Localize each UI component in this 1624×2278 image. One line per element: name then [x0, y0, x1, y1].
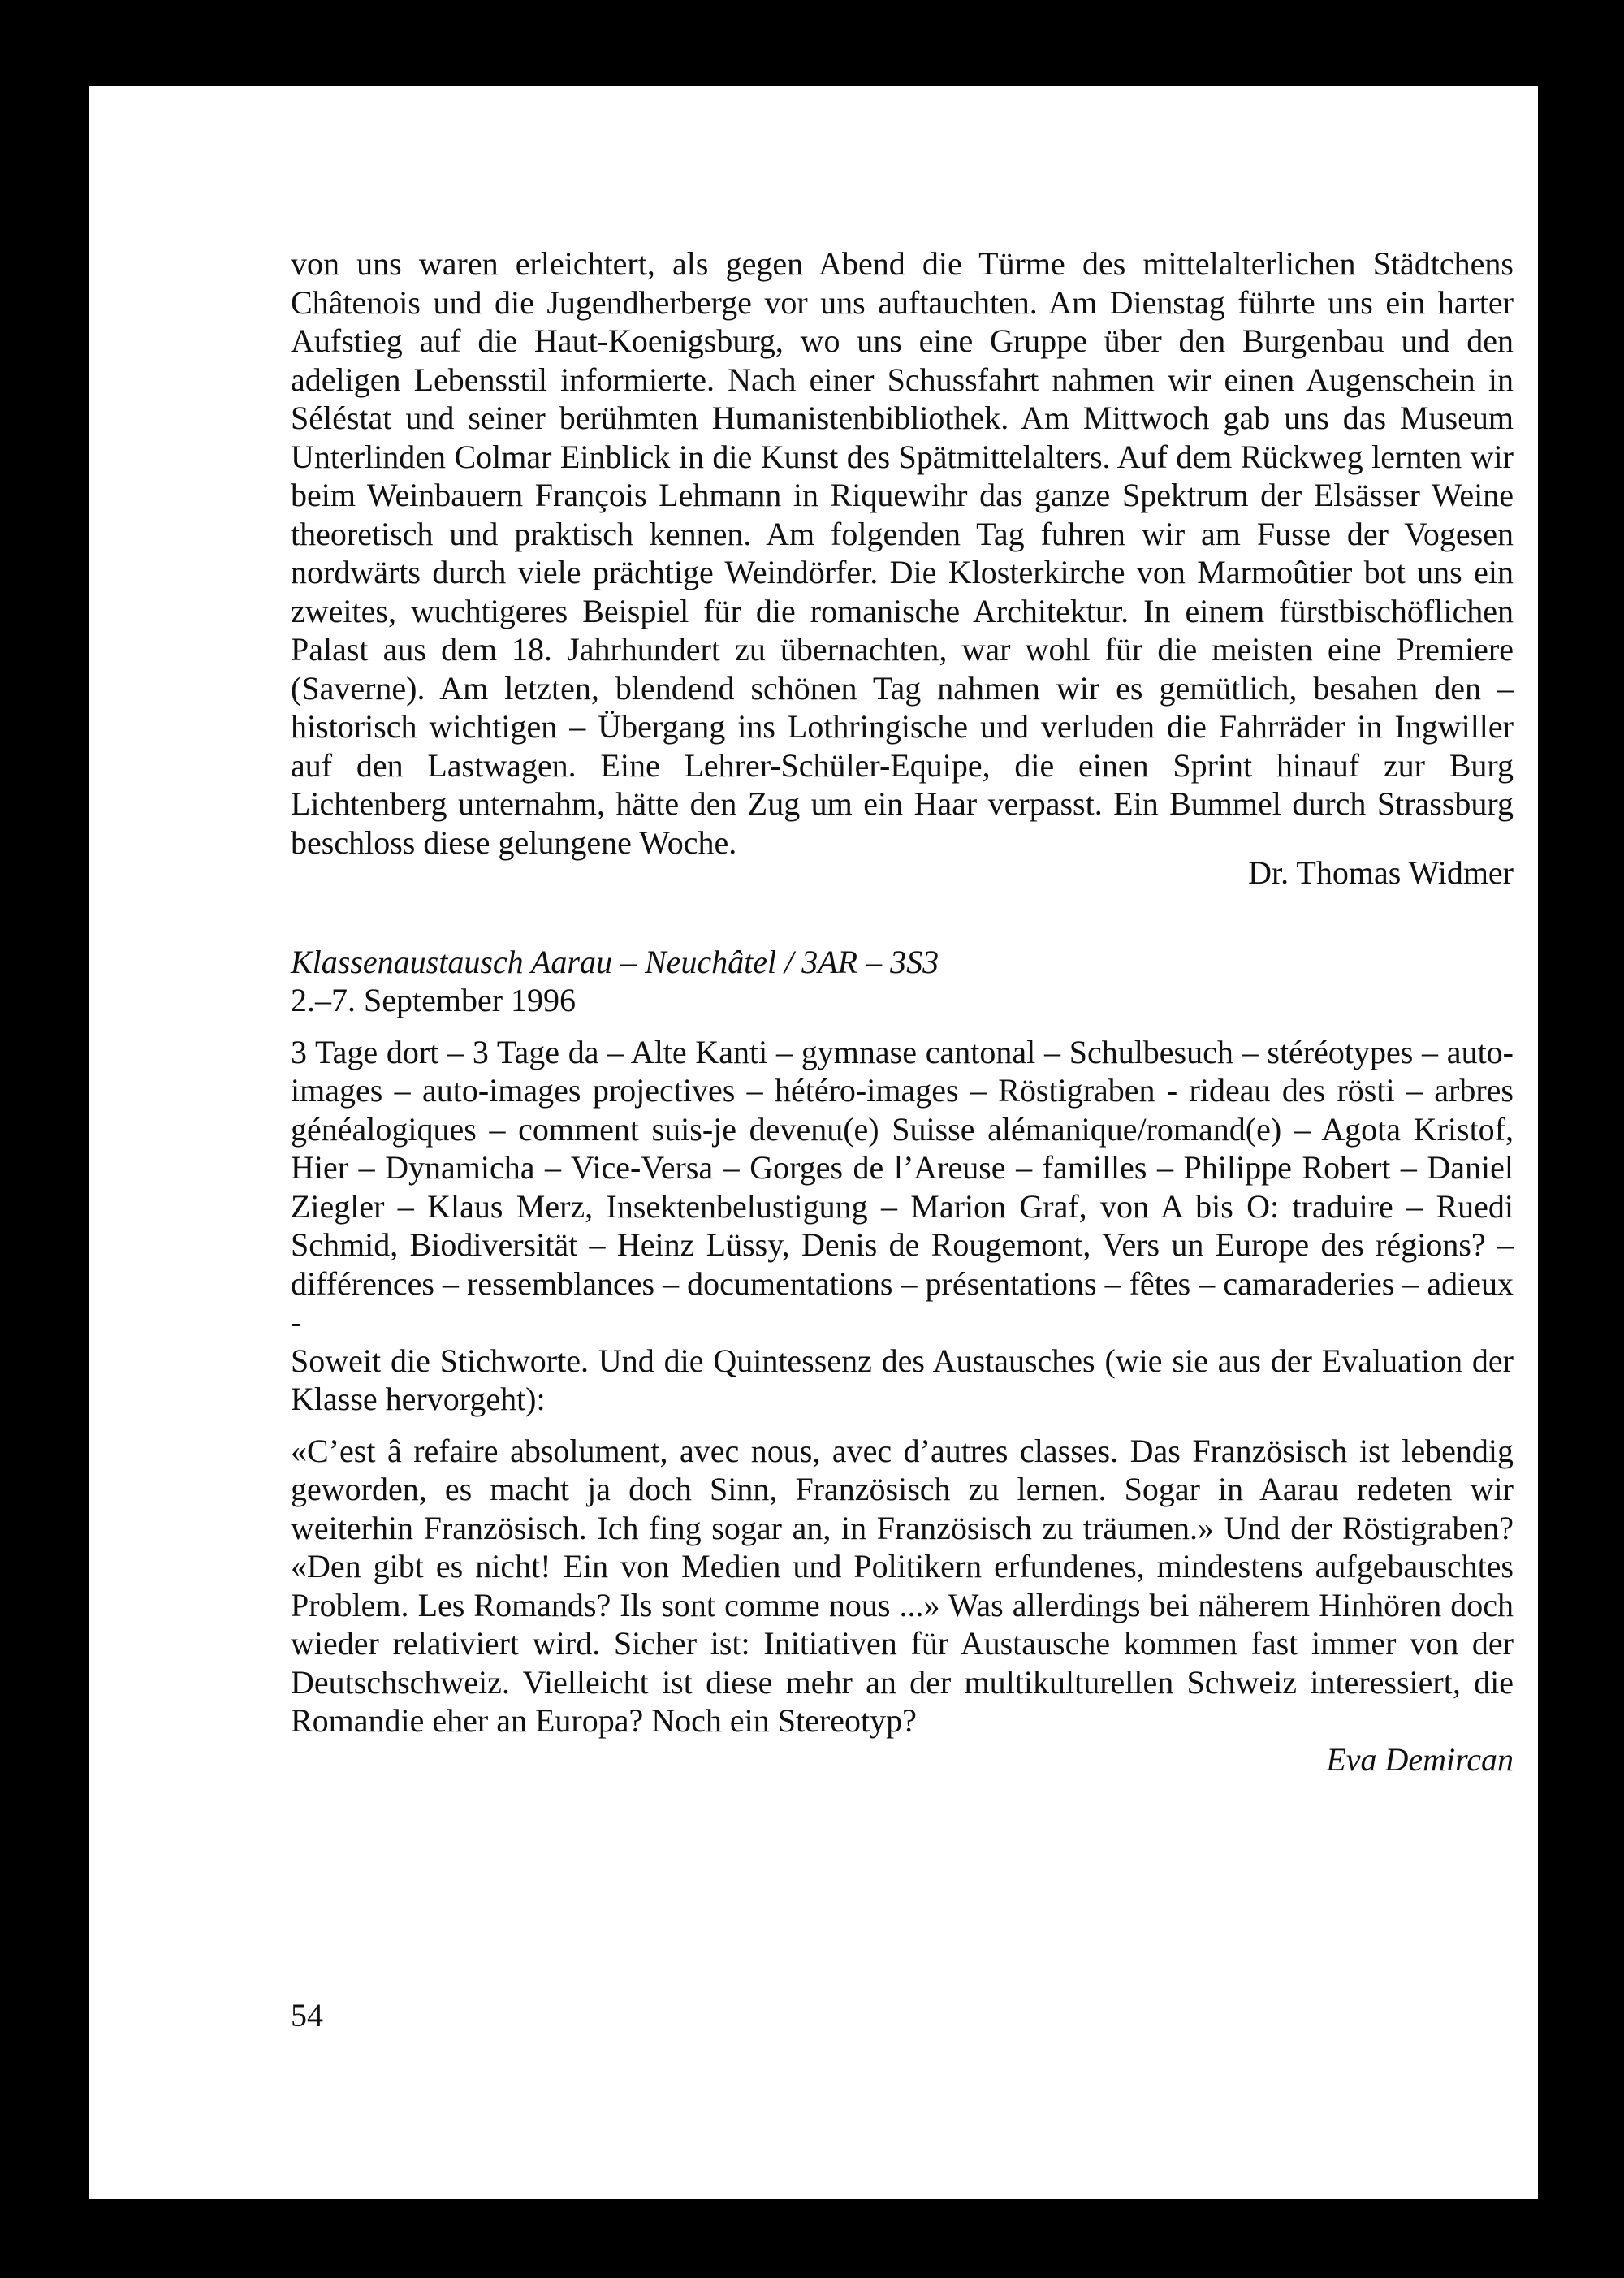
article2-title: Klassenaustausch Aarau – Neuchâtel / 3AR – 3S3 [291, 943, 939, 980]
article2-date: 2.–7. September 1996 [291, 982, 577, 1018]
document-page [89, 86, 1538, 2199]
article2-keywords: 3 Tage dort – 3 Tage da – Alte Kanti – gymnase cantonal – Schulbesuch – stéréotypes – auto-images – auto-images projectives – hétéro-images – Röstigraben - rideau des rösti – arbres généalogiques – comment suis-je devenu(e) Suisse alémanique/romand(e) – Agota Kristof, Hier – Dynamicha – Vice-Versa – Gorges de l’Areuse – familles – Philippe Robert – Daniel Ziegler – Klaus Merz, Insektenbelustigung – Marion Graf, von A bis O: traduire – Ruedi Schmid, Biodiversität – Heinz Lüssy, Denis de Rougemont, Vers un Europe des régions? – différences – ressemblances – documentations – présentations – fêtes – camaraderies – adieux - [291, 1033, 1514, 1340]
paragraph-gap [291, 1419, 1514, 1432]
article2-author: Eva Demircan [1326, 1740, 1514, 1778]
article2-quote: «C’est â refaire absolument, avec nous, avec d’autres classes. Das Französisch ist lebendig geworden, es macht ja doch Sinn, Französisch zu lernen. Sogar in Aarau redeten wir weiterhin Französisch. Ich fing sogar an, in Französisch zu träumen.» Und der Röstigraben? «Den gibt es nicht! Ein von Medien und Politikern erfundenes, mindestens aufgebauschtes Problem. Les Romands? Ils sont comme nous ...» Was allerdings bei näherem Hinhören doch wieder relativiert wird. Sicher ist: Initiativen für Austausche kommen fast immer von der Deutschschweiz. Vielleicht ist diese mehr an der multikulturellen Schweiz interessiert, die Romandie eher an Europa? Noch ein Stereotyp? [291, 1432, 1514, 1739]
article2-summary: Soweit die Stichworte. Und die Quintessenz des Austausches (wie sie aus der Evaluation der Klasse hervorgeht): [291, 1342, 1514, 1417]
page-content [291, 244, 1514, 1779]
article1-author: Dr. Thomas Widmer [1248, 854, 1514, 891]
page-number: 54 [291, 1997, 323, 2034]
article1-body: von uns waren erleichtert, als gegen Abend die Türme des mittelalterlichen Städtchens Châtenois und die Jugendherberge vor uns auftauchten. Am Dienstag führte uns ein harter Aufstieg auf die Haut-Koenigsburg, wo uns eine Gruppe über den Burgenbau und den adeligen Lebensstil informierte. Nach einer Schussfahrt nahmen wir einen Augenschein in Séléstat und seiner berühmten Humanistenbibliothek. Am Mittwoch gab uns das Museum Unterlinden Colmar Einblick in die Kunst des Spätmittelalters. Auf dem Rückweg lernten wir beim Weinbauern François Lehmann in Riquewihr das ganze Spektrum der Elsässer Weine theoretisch und praktisch kennen. Am folgenden Tag fuhren wir am Fusse der Vogesen nordwärts durch viele prächtige Weindörfer. Die Klosterkirche von Marmoûtier bot uns ein zweites, wuchtigeres Beispiel für die romanische Architektur. In einem fürstbischöflichen Palast aus dem 18. Jahrhundert zu übernachten, war wohl für die meisten eine Premiere (Saverne). Am letzten, blendend schönen Tag nahmen wir es gemütlich, besahen den – historisch wichtigen – Übergang ins Lothringische und verluden die Fahrräder in Ingwiller auf den Lastwagen. Eine Lehrer-Schüler-Equipe, die einen Sprint hinauf zur Burg Lichtenberg unternahm, hätte den Zug um ein Haar verpasst. Ein Bummel durch Strassburg beschloss diese gelungene Woche. [291, 245, 1514, 861]
